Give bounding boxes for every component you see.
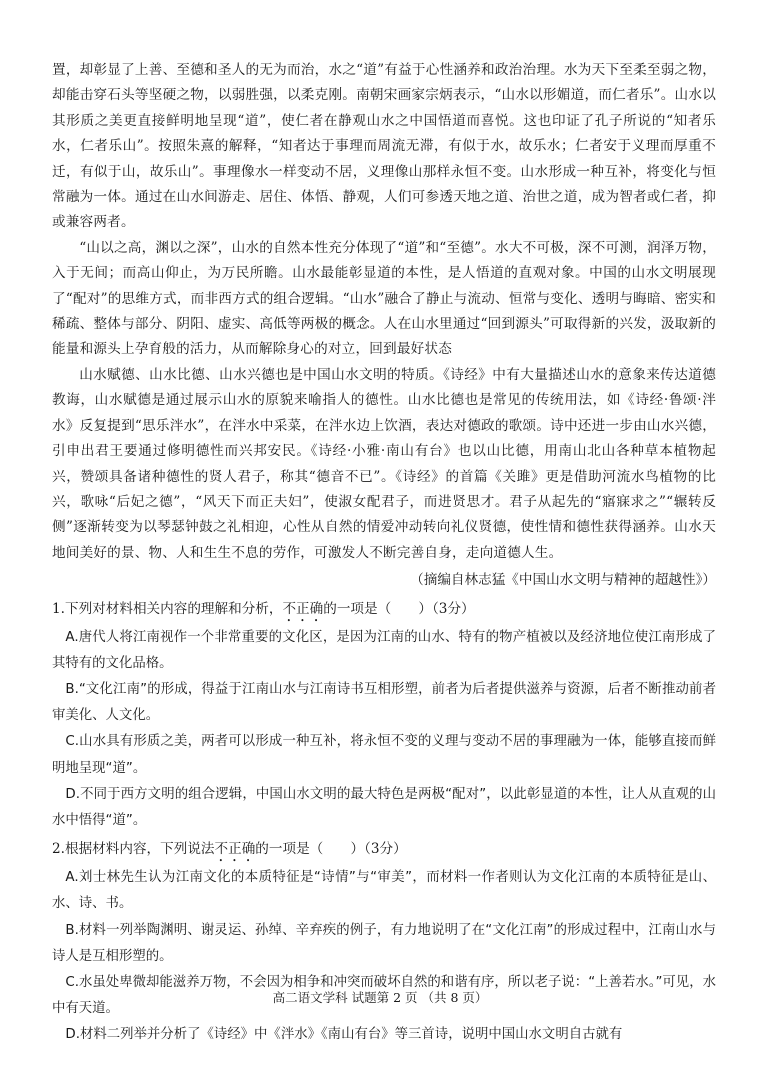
page-footer: 高二语文学科 试题第 2 页 （共 8 页） <box>272 990 488 1005</box>
question-2-option-a: A.刘士林先生认为江南文化的本质特征是“诗情”与“审美”，而材料一作者则认为文化江南的本质特征是山、水、诗、书。 <box>52 870 716 912</box>
question-1-option-a: A.唐代人将江南视作一个非常重要的文化区，是因为江南的山水、特有的物产植被以及经济地位使江南形成了其特有的文化品格。 <box>52 629 716 671</box>
question-2-stem-pre: 2.根据材料内容，下列说法 <box>52 841 215 858</box>
passage-paragraph-2: “山以之高，渊以之深”，山水的自然本性充分体现了“道”和“至德”。水大不可极，深不可测，润泽万物，入于无间；而高山仰止，为万民所瞻。山水最能彰显道的本性，是人悟道的直观对象。中国的山水文明展现了“配对”的思维方式，而非西方式的组合逻辑。“山水”融合了静止与流动、恒常与变化、透明与晦暗、密实和稀疏、整体与部分、阴阳、虚实、高低等两极的概念。人在山水里通过“回到源头”可取得新的兴发，汲取新的能量和源头上孕育般的活力，从而解除身心的对立，回到最好状态 <box>52 239 716 358</box>
question-1-option-b: B.“文化江南”的形成，得益于江南山水与江南诗书互相形塑，前者为后者提供滋养与资源，后者不断推动前者审美化、人文化。 <box>52 681 716 724</box>
question-1 <box>52 596 716 835</box>
passage-paragraph-3: 山水赋德、山水比德、山水兴德也是中国山水文明的特质。《诗经》中有大量描述山水的意象来传达道德教诲，山水赋德是通过展示山水的原貌来喻指人的德性。山水比德也是常见的传统用法，如《诗经·鲁颂·泮水》反复提到“思乐泮水”，在泮水中采菜，在泮水边上饮酒，表达对德政的歌颂。诗中还进一步由山水兴德，引申出君王要通过修明德性而兴邦安民。《诗经·小雅·南山有台》也以山比德，用南山北山各种草本植物起兴，赞颂具备诸种德性的贤人君子，称其“德音不已”。《诗经》的首篇《关雎》更是借助河流水鸟植物的比兴，歌咏“后妃之德”，“风天下而正夫妇”，使淑女配君子，而进贤思才。君子从起先的“寤寐求之”“辗转反侧”逐渐转变为以琴瑟钟鼓之礼相迎，心性从自然的情爱冲动转向礼仪贤德，使性情和德性获得涵养。山水天地间美好的景、物、人和生生不息的劳作，可激发人不断完善自身，走向道德人生。 <box>52 366 716 561</box>
passage-paragraph-1: 置，却彰显了上善、至德和圣人的无为而治，水之“道”有益于心性涵养和政治治理。水为天下至柔至弱之物，却能击穿石头等坚硬之物，以弱胜强，以柔克刚。南朝宋画家宗炳表示，“山水以形媚道，而仁者乐”。山水以其形质之美更直接鲜明地呈现“道”，使仁者在静观山水之中国悟道而喜悦。这也印证了孔子所说的“知者乐水，仁者乐山”。按照朱熹的解释，“知者达于事理而周流无滞，有似于水，故乐水；仁者安于义理而厚重不迁，有似于山，故乐山”。事理像水一样变动不居，义理像山那样永恒不变。山水形成一种互补，将变化与恒常融为一体。通过在山水间游走、居住、体悟、静观，人们可参透天地之道、治世之道，成为智者或仁者，抑或兼容两者。 <box>52 62 716 231</box>
question-2-stem-post: 的一项是（ ）（3分） <box>255 841 407 858</box>
page-content <box>52 58 716 1049</box>
question-1-stem <box>52 596 716 625</box>
question-2-emphasis: 不正确 <box>214 841 256 858</box>
question-1-option-d: D.不同于西方文明的组合逻辑，中国山水文明的最大特色是两极“配对”，以此彰显道的本性，让人从直观的山水中悟得“道”。 <box>52 786 716 828</box>
question-1-stem-pre: 1.下列对材料相关内容的理解和分析， <box>52 600 283 617</box>
question-2 <box>52 836 716 1048</box>
question-1-stem-post: 的一项是（ ）（3分） <box>323 600 475 617</box>
question-2-option-c: C.水虽处卑微却能滋养万物，不会因为相争和冲突而破坏自然的和谐有序，所以老子说：“上善若水。”可见，水中有天道。 <box>52 974 716 1017</box>
question-2-option-d: D.材料二列举并分析了《诗经》中《泮水》《南山有台》等三首诗，说明中国山水文明自古就有 <box>65 1027 623 1043</box>
question-1-option-c: C.山水具有形质之美，两者可以形成一种互补，将永恒不变的义理与变动不居的事理融为一体，能够直接而鲜明地呈现“道”。 <box>52 734 716 776</box>
question-1-emphasis: 不正确 <box>282 600 324 617</box>
passage-source: （摘编自林志猛《中国山水文明与精神的超越性》） <box>410 572 716 589</box>
question-2-stem <box>52 836 716 865</box>
question-2-option-b: B.材料一列举陶渊明、谢灵运、孙绰、辛弃疾的例子，有力地说明了在“文化江南”的形成过程中，江南山水与诗人是互相形塑的。 <box>52 922 716 964</box>
